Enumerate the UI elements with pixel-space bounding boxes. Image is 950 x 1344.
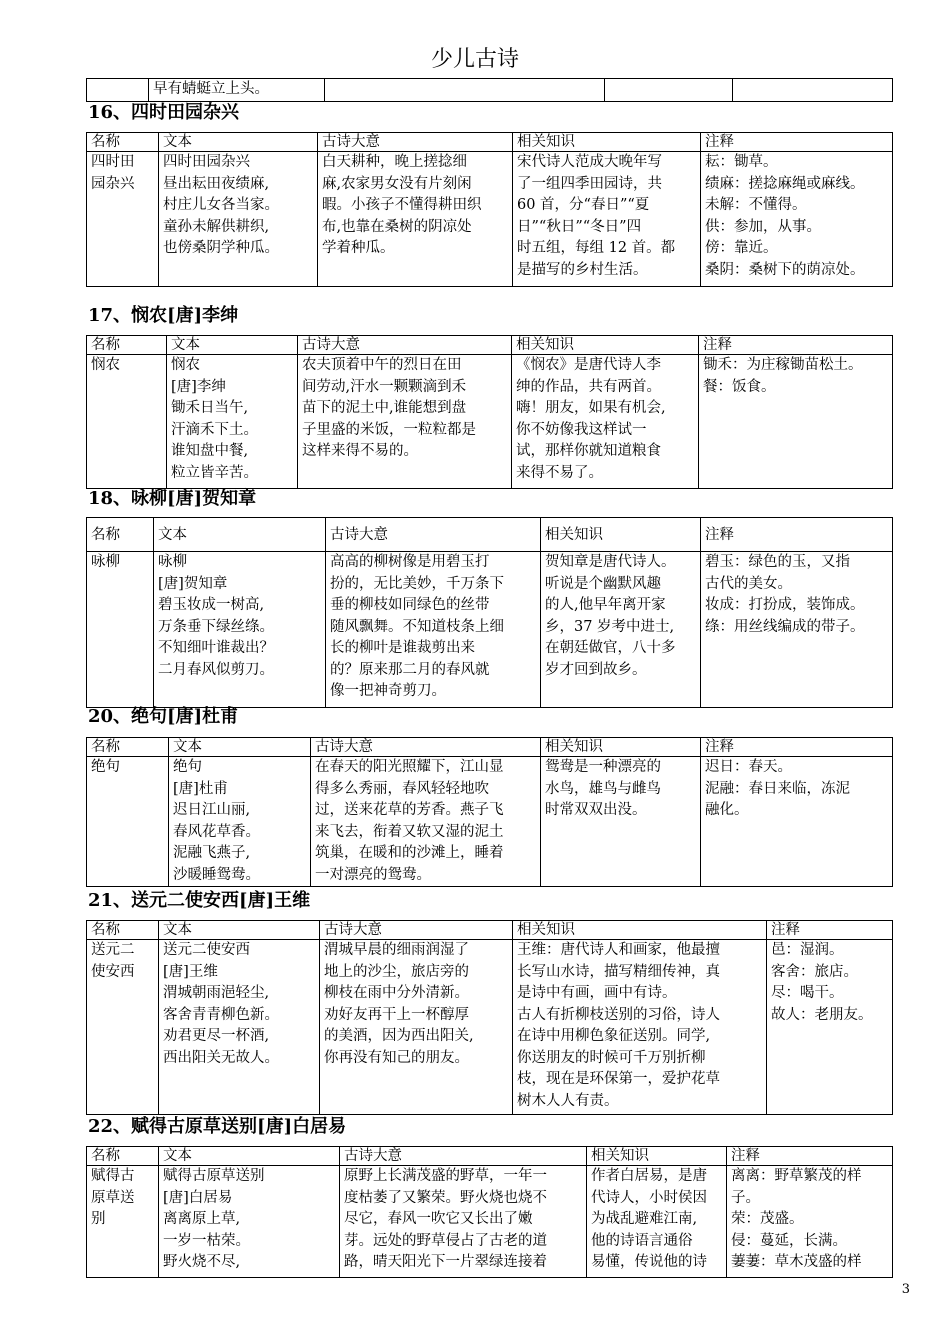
cell-meaning: 原野上长满茂盛的野草，一年一 度枯萎了又繁荣。野火烧也烧不 尽它，春风一吹它又长出了嫩 芽。远处的野草侵占了古老的道 路，晴天阳光下一片翠绿连接着	[340, 1166, 587, 1278]
header-meaning: 古诗大意	[340, 1147, 587, 1166]
header-text: 文本	[154, 518, 326, 552]
previous-table-fragment	[86, 78, 893, 102]
cell-name: 悯农	[87, 355, 167, 489]
header-name: 名称	[87, 1147, 159, 1166]
cell-knowledge: 王维：唐代诗人和画家，他最擅 长写山水诗，描写精细传神，真 是诗中有画，画中有诗。 古人有折柳枝送别的习俗，诗人 在诗中用柳色象征送别。同学, 你送朋友的时候可千万别折柳 枝，现在是环保第一，爱护花草 树木人人有责。	[513, 940, 767, 1115]
header-text: 文本	[169, 738, 311, 757]
header-text: 文本	[159, 1147, 340, 1166]
cell-notes: 碧玉：绿色的玉，又指 古代的美女。 妆成：打扮成，装饰成。 绦：用丝线编成的带子。	[701, 552, 893, 708]
header-knowledge: 相关知识	[587, 1147, 727, 1166]
section-heading: 17、悯农[唐]李绅	[88, 305, 239, 326]
poem-table	[86, 920, 893, 1115]
cell-knowledge: 鸳鸯是一种漂亮的 水鸟，雄鸟与雌鸟 时常双双出没。	[541, 757, 701, 887]
cell-text: 赋得古原草送别 [唐]白居易 离离原上草, 一岁一枯荣。 野火烧不尽,	[159, 1166, 340, 1278]
header-text: 文本	[159, 921, 320, 940]
header-knowledge: 相关知识	[513, 133, 701, 152]
header-notes: 注释	[727, 1147, 893, 1166]
cell-name: 送元二 使安西	[87, 940, 159, 1115]
header-name: 名称	[87, 518, 154, 552]
header-knowledge: 相关知识	[541, 738, 701, 757]
cell-notes: 邑：湿润。 客舍：旅店。 尽：喝干。 故人：老朋友。	[767, 940, 893, 1115]
header-notes: 注释	[701, 133, 893, 152]
table-cell	[325, 79, 605, 102]
header-text: 文本	[167, 336, 298, 355]
cell-name: 四时田 园杂兴	[87, 152, 159, 287]
header-meaning: 古诗大意	[320, 921, 513, 940]
cell-knowledge: 宋代诗人范成大晚年写 了一组四季田园诗，共 60 首，分“春日”“夏 日”“秋日”“冬日”四 时五组，每组 12 首。都 是描写的乡村生活。	[513, 152, 701, 287]
poem-table	[86, 737, 893, 887]
section-heading: 18、咏柳[唐]贺知章	[88, 488, 257, 509]
cell-meaning: 白天耕种，晚上搓捻细 麻,农家男女没有片刻闲 暇。小孩子不懂得耕田织 布,也靠在桑树的阴凉处 学着种瓜。	[318, 152, 513, 287]
header-knowledge: 相关知识	[541, 518, 701, 552]
header-meaning: 古诗大意	[311, 738, 541, 757]
poem-table	[86, 517, 893, 708]
cell-notes: 离离：野草繁茂的样 子。 荣：茂盛。 侵：蔓延，长满。 萋萋：草木茂盛的样	[727, 1166, 893, 1278]
table-cell: 早有蜻蜓立上头。	[149, 79, 325, 102]
cell-text: 送元二使安西 [唐]王维 渭城朝雨浥轻尘, 客舍青青柳色新。 劝君更尽一杯酒, 西出阳关无故人。	[159, 940, 320, 1115]
section-heading: 16、四时田园杂兴	[88, 102, 240, 123]
poem-table	[86, 335, 893, 489]
cell-meaning: 高高的柳树像是用碧玉打 扮的，无比美妙，千万条下 垂的柳枝如同绿色的丝带 随风飘舞。不知道枝条上细 长的柳叶是谁裁剪出来 的？原来那二月的春风就 像一把神奇剪刀。	[326, 552, 541, 708]
header-notes: 注释	[767, 921, 893, 940]
header-knowledge: 相关知识	[513, 921, 767, 940]
cell-notes: 锄禾：为庄稼锄苗松土。 餐：饭食。	[699, 355, 893, 489]
cell-notes: 耘：锄草。 绩麻：搓捻麻绳或麻线。 未解：不懂得。 供：参加，从事。 傍：靠近。 桑阴：桑树下的荫凉处。	[701, 152, 893, 287]
header-notes: 注释	[699, 336, 893, 355]
cell-knowledge: 《悯农》是唐代诗人李 绅的作品，共有两首。 嗨！朋友，如果有机会, 你不妨像我这样试一 试，那样你就知道粮食 来得不易了。	[512, 355, 699, 489]
header-text: 文本	[159, 133, 318, 152]
header-name: 名称	[87, 738, 169, 757]
cell-text: 绝句 [唐]杜甫 迟日江山丽, 春风花草香。 泥融飞燕子, 沙暖睡鸳鸯。	[169, 757, 311, 887]
cell-meaning: 在春天的阳光照耀下，江山显 得多么秀丽，春风轻轻地吹 过，送来花草的芳香。燕子飞 来飞去，衔着又软又湿的泥土 筑巢，在暖和的沙滩上，睡着 一对漂亮的鸳鸯。	[311, 757, 541, 887]
header-notes: 注释	[701, 738, 893, 757]
cell-meaning: 农夫顶着中午的烈日在田 间劳动,汗水一颗颗滴到禾 苗下的泥土中,谁能想到盘 子里盛的米饭，一粒粒都是 这样来得不易的。	[298, 355, 512, 489]
table-cell	[605, 79, 733, 102]
header-name: 名称	[87, 921, 159, 940]
poem-table	[86, 1146, 893, 1278]
cell-knowledge: 作者白居易，是唐 代诗人，小时侯因 为战乱避难江南, 他的诗语言通俗 易懂，传说他的诗	[587, 1166, 727, 1278]
section-heading: 21、送元二使安西[唐]王维	[88, 890, 311, 911]
header-notes: 注释	[701, 518, 893, 552]
cell-text: 四时田园杂兴 昼出耘田夜绩麻, 村庄儿女各当家。 童孙未解供耕织, 也傍桑阴学种瓜。	[159, 152, 318, 287]
cell-name: 咏柳	[87, 552, 154, 708]
cell-notes: 迟日：春天。 泥融：春日来临，冻泥 融化。	[701, 757, 893, 887]
header-knowledge: 相关知识	[512, 336, 699, 355]
page-title: 少儿古诗	[430, 47, 519, 72]
cell-name: 赋得古 原草送 别	[87, 1166, 159, 1278]
table-cell	[87, 79, 149, 102]
poem-table	[86, 132, 893, 287]
header-name: 名称	[87, 133, 159, 152]
header-meaning: 古诗大意	[298, 336, 512, 355]
header-meaning: 古诗大意	[318, 133, 513, 152]
section-heading: 20、绝句[唐]杜甫	[88, 706, 239, 727]
cell-text: 悯农 [唐]李绅 锄禾日当午, 汗滴禾下土。 谁知盘中餐, 粒立皆辛苦。	[167, 355, 298, 489]
table-cell	[733, 79, 893, 102]
cell-knowledge: 贺知章是唐代诗人。 听说是个幽默风趣 的人,他早年离开家 乡，37 岁考中进士, 在朝廷做官，八十多 岁才回到故乡。	[541, 552, 701, 708]
cell-text: 咏柳 [唐]贺知章 碧玉妆成一树高, 万条垂下绿丝绦。 不知细叶谁裁出？ 二月春风似剪刀。	[154, 552, 326, 708]
header-meaning: 古诗大意	[326, 518, 541, 552]
cell-meaning: 渭城早晨的细雨润湿了 地上的沙尘，旅店旁的 柳枝在雨中分外清新。 劝好友再干上一杯醇厚 的美酒，因为西出阳关, 你再没有知己的朋友。	[320, 940, 513, 1115]
cell-name: 绝句	[87, 757, 169, 887]
header-name: 名称	[87, 336, 167, 355]
page-number: 3	[901, 1282, 910, 1297]
section-heading: 22、赋得古原草送别[唐]白居易	[88, 1116, 347, 1137]
